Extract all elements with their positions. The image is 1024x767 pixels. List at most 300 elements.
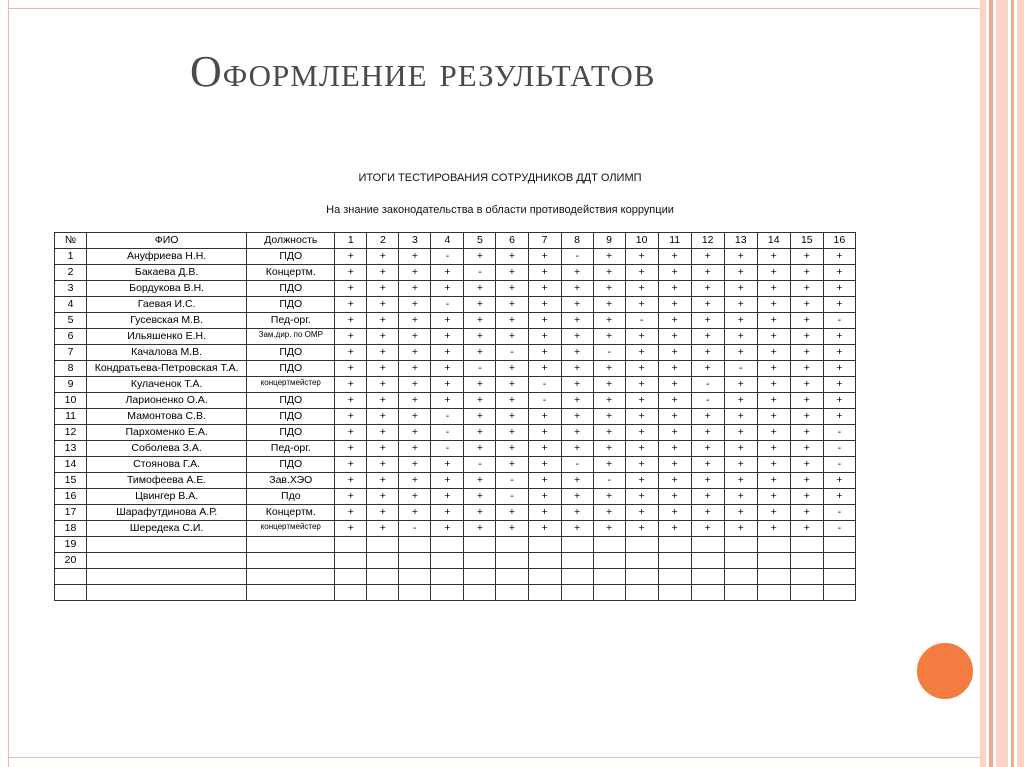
answer-mark: +	[593, 249, 625, 265]
answer-mark: +	[757, 281, 790, 297]
table-row	[55, 345, 856, 361]
employee-position-text: концертмейстер	[260, 378, 321, 387]
employee-position	[247, 537, 335, 553]
answer-mark: +	[724, 425, 757, 441]
answer-mark: +	[335, 457, 367, 473]
answer-mark	[464, 553, 496, 569]
answer-mark: -	[464, 265, 496, 281]
table-row	[55, 473, 856, 489]
row-number: 10	[55, 393, 87, 409]
answer-mark: +	[464, 393, 496, 409]
answer-mark: -	[691, 393, 724, 409]
row-number	[55, 585, 87, 601]
answer-mark: +	[724, 313, 757, 329]
answer-mark: +	[335, 393, 367, 409]
answer-mark: +	[335, 489, 367, 505]
employee-position-text: Зам.дир. по ОМР	[258, 330, 323, 339]
answer-mark: -	[625, 313, 658, 329]
answer-mark: +	[625, 521, 658, 537]
employee-name: Пархоменко Е.А.	[87, 425, 247, 441]
answer-mark	[625, 537, 658, 553]
answer-mark: +	[528, 457, 561, 473]
answer-mark: +	[464, 329, 496, 345]
answer-mark	[757, 585, 790, 601]
answer-mark: +	[757, 521, 790, 537]
answer-mark: +	[658, 441, 691, 457]
answer-mark: +	[625, 345, 658, 361]
employee-position: Концертм.	[247, 505, 335, 521]
answer-mark: +	[593, 265, 625, 281]
answer-mark: +	[790, 425, 823, 441]
answer-mark: +	[335, 473, 367, 489]
answer-mark: +	[399, 409, 431, 425]
employee-name	[87, 585, 247, 601]
answer-mark	[593, 537, 625, 553]
answer-mark: +	[464, 345, 496, 361]
answer-mark: +	[431, 281, 464, 297]
row-number: 14	[55, 457, 87, 473]
answer-mark: +	[691, 457, 724, 473]
employee-position	[247, 585, 335, 601]
table-row	[55, 377, 856, 393]
answer-mark: +	[625, 329, 658, 345]
answer-mark: +	[823, 297, 855, 313]
answer-mark	[757, 569, 790, 585]
answer-mark: +	[561, 361, 593, 377]
answer-mark	[528, 585, 561, 601]
answer-mark: +	[823, 329, 855, 345]
header-cell: 11	[658, 233, 691, 249]
answer-mark	[691, 537, 724, 553]
answer-mark: +	[625, 281, 658, 297]
answer-mark: +	[724, 329, 757, 345]
answer-mark: +	[823, 249, 855, 265]
answer-mark: +	[757, 329, 790, 345]
answer-mark: +	[399, 505, 431, 521]
answer-mark: +	[367, 457, 399, 473]
answer-mark: -	[431, 441, 464, 457]
employee-name: Кулаченок Т.А.	[87, 377, 247, 393]
answer-mark: +	[593, 489, 625, 505]
answer-mark: -	[431, 409, 464, 425]
answer-mark: +	[399, 425, 431, 441]
answer-mark: +	[496, 249, 528, 265]
answer-mark: +	[367, 489, 399, 505]
table-row	[55, 425, 856, 441]
employee-position: Зав.ХЭО	[247, 473, 335, 489]
answer-mark: +	[691, 281, 724, 297]
answer-mark: -	[593, 345, 625, 361]
answer-mark: -	[561, 249, 593, 265]
answer-mark: +	[335, 265, 367, 281]
employee-name: Гаевая И.С.	[87, 297, 247, 313]
table-row	[55, 265, 856, 281]
decorative-stripes	[980, 0, 1024, 767]
answer-mark	[496, 537, 528, 553]
answer-mark: +	[464, 297, 496, 313]
answer-mark	[724, 569, 757, 585]
answer-mark: +	[528, 297, 561, 313]
answer-mark: +	[593, 297, 625, 313]
answer-mark: +	[528, 489, 561, 505]
table-row	[55, 361, 856, 377]
answer-mark: +	[496, 361, 528, 377]
answer-mark: +	[790, 377, 823, 393]
answer-mark	[496, 569, 528, 585]
answer-mark: +	[335, 505, 367, 521]
answer-mark: +	[757, 265, 790, 281]
answer-mark: +	[528, 409, 561, 425]
table-row	[55, 521, 856, 537]
answer-mark: +	[464, 409, 496, 425]
answer-mark: +	[528, 281, 561, 297]
answer-mark: +	[658, 393, 691, 409]
answer-mark: +	[528, 441, 561, 457]
answer-mark: -	[464, 361, 496, 377]
answer-mark: -	[399, 521, 431, 537]
answer-mark: +	[757, 425, 790, 441]
answer-mark: +	[757, 409, 790, 425]
answer-mark: +	[823, 409, 855, 425]
employee-position: ПДО	[247, 361, 335, 377]
answer-mark	[658, 553, 691, 569]
answer-mark: +	[561, 265, 593, 281]
employee-name: Ильяшенко Е.Н.	[87, 329, 247, 345]
answer-mark: +	[367, 249, 399, 265]
answer-mark: +	[367, 265, 399, 281]
answer-mark: +	[399, 473, 431, 489]
answer-mark: +	[528, 249, 561, 265]
answer-mark: +	[658, 329, 691, 345]
employee-position: Пдо	[247, 489, 335, 505]
answer-mark	[431, 585, 464, 601]
row-number: 12	[55, 425, 87, 441]
answer-mark	[658, 585, 691, 601]
answer-mark: +	[367, 329, 399, 345]
row-number: 7	[55, 345, 87, 361]
table-row	[55, 537, 856, 553]
answer-mark: +	[561, 297, 593, 313]
answer-mark	[625, 553, 658, 569]
row-number: 20	[55, 553, 87, 569]
answer-mark: +	[528, 345, 561, 361]
answer-mark	[724, 585, 757, 601]
answer-mark: +	[464, 377, 496, 393]
answer-mark: +	[335, 409, 367, 425]
answer-mark: +	[464, 313, 496, 329]
answer-mark: +	[790, 489, 823, 505]
answer-mark: +	[757, 505, 790, 521]
answer-mark: -	[593, 473, 625, 489]
answer-mark: +	[593, 505, 625, 521]
header-cell: Должность	[247, 233, 335, 249]
answer-mark: +	[367, 505, 399, 521]
answer-mark: -	[528, 393, 561, 409]
answer-mark: +	[367, 281, 399, 297]
answer-mark: +	[367, 377, 399, 393]
answer-mark: +	[464, 505, 496, 521]
answer-mark: +	[593, 441, 625, 457]
answer-mark	[367, 537, 399, 553]
answer-mark: +	[790, 521, 823, 537]
answer-mark: +	[757, 361, 790, 377]
answer-mark: +	[561, 393, 593, 409]
answer-mark: +	[724, 441, 757, 457]
employee-position: ПДО	[247, 297, 335, 313]
answer-mark: +	[399, 441, 431, 457]
answer-mark: +	[399, 281, 431, 297]
table-subcaption: На знание законодательства в области противодействия коррупции	[326, 204, 674, 216]
answer-mark	[528, 569, 561, 585]
answer-mark: +	[399, 265, 431, 281]
answer-mark: +	[724, 489, 757, 505]
answer-mark	[691, 585, 724, 601]
answer-mark: +	[724, 505, 757, 521]
answer-mark: +	[724, 345, 757, 361]
answer-mark	[335, 553, 367, 569]
answer-mark	[335, 569, 367, 585]
answer-mark: +	[528, 505, 561, 521]
answer-mark	[464, 537, 496, 553]
answer-mark	[724, 537, 757, 553]
answer-mark: +	[625, 425, 658, 441]
employee-position: ПДО	[247, 457, 335, 473]
answer-mark: +	[658, 345, 691, 361]
header-cell: 16	[823, 233, 855, 249]
answer-mark: +	[658, 265, 691, 281]
answer-mark: +	[399, 329, 431, 345]
table-row	[55, 457, 856, 473]
answer-mark	[593, 569, 625, 585]
employee-position	[247, 377, 335, 393]
answer-mark: +	[757, 313, 790, 329]
answer-mark: +	[658, 409, 691, 425]
answer-mark: +	[335, 249, 367, 265]
employee-name: Ануфриева Н.Н.	[87, 249, 247, 265]
answer-mark: -	[823, 521, 855, 537]
answer-mark: +	[790, 441, 823, 457]
answer-mark: +	[625, 361, 658, 377]
answer-mark	[691, 569, 724, 585]
answer-mark: +	[790, 457, 823, 473]
answer-mark	[561, 569, 593, 585]
row-number: 17	[55, 505, 87, 521]
answer-mark: +	[431, 329, 464, 345]
answer-mark: -	[528, 377, 561, 393]
answer-mark: +	[335, 521, 367, 537]
answer-mark: +	[431, 521, 464, 537]
answer-mark: +	[496, 393, 528, 409]
table-header-row	[55, 233, 856, 249]
row-number: 2	[55, 265, 87, 281]
answer-mark	[561, 585, 593, 601]
answer-mark: +	[757, 489, 790, 505]
answer-mark: +	[528, 265, 561, 281]
employee-position: ПДО	[247, 249, 335, 265]
header-cell: 12	[691, 233, 724, 249]
answer-mark	[790, 553, 823, 569]
answer-mark: +	[757, 457, 790, 473]
row-number: 8	[55, 361, 87, 377]
employee-position: Пед-орг.	[247, 441, 335, 457]
answer-mark: -	[496, 489, 528, 505]
header-cell: ФИО	[87, 233, 247, 249]
answer-mark: +	[561, 441, 593, 457]
answer-mark: +	[823, 265, 855, 281]
answer-mark: +	[496, 297, 528, 313]
answer-mark: +	[496, 281, 528, 297]
answer-mark: +	[335, 329, 367, 345]
header-cell: 15	[790, 233, 823, 249]
answer-mark	[399, 537, 431, 553]
answer-mark: +	[823, 345, 855, 361]
answer-mark: +	[593, 521, 625, 537]
answer-mark: +	[528, 329, 561, 345]
answer-mark: -	[691, 377, 724, 393]
answer-mark	[464, 569, 496, 585]
employee-position: Концертм.	[247, 265, 335, 281]
answer-mark: +	[823, 473, 855, 489]
answer-mark: +	[561, 521, 593, 537]
answer-mark: +	[399, 361, 431, 377]
row-number: 19	[55, 537, 87, 553]
answer-mark: +	[658, 361, 691, 377]
employee-position: ПДО	[247, 393, 335, 409]
answer-mark: +	[658, 281, 691, 297]
answer-mark: +	[658, 521, 691, 537]
answer-mark: +	[496, 329, 528, 345]
answer-mark: +	[823, 281, 855, 297]
answer-mark: +	[790, 265, 823, 281]
employee-position: ПДО	[247, 409, 335, 425]
table-row	[55, 489, 856, 505]
answer-mark: +	[528, 425, 561, 441]
answer-mark: +	[790, 393, 823, 409]
table-caption: ИТОГИ ТЕСТИРОВАНИЯ СОТРУДНИКОВ ДДТ ОЛИМП	[358, 172, 642, 184]
answer-mark: -	[823, 425, 855, 441]
answer-mark: -	[464, 457, 496, 473]
answer-mark: +	[399, 489, 431, 505]
answer-mark: +	[335, 441, 367, 457]
answer-mark	[561, 553, 593, 569]
answer-mark: +	[431, 265, 464, 281]
employee-name: Гусевская М.В.	[87, 313, 247, 329]
results-table	[54, 232, 856, 601]
answer-mark: +	[625, 441, 658, 457]
answer-mark: +	[561, 505, 593, 521]
row-number	[55, 569, 87, 585]
header-cell: 2	[367, 233, 399, 249]
answer-mark	[823, 553, 855, 569]
answer-mark	[724, 553, 757, 569]
answer-mark: +	[658, 249, 691, 265]
answer-mark: +	[399, 457, 431, 473]
answer-mark	[431, 569, 464, 585]
answer-mark: +	[528, 361, 561, 377]
answer-mark: +	[625, 265, 658, 281]
answer-mark: +	[367, 521, 399, 537]
header-cell: 1	[335, 233, 367, 249]
answer-mark: +	[561, 329, 593, 345]
answer-mark: +	[625, 393, 658, 409]
answer-mark: +	[691, 361, 724, 377]
answer-mark: +	[367, 393, 399, 409]
answer-mark: +	[464, 489, 496, 505]
employee-position	[247, 329, 335, 345]
answer-mark	[790, 569, 823, 585]
answer-mark: +	[431, 361, 464, 377]
answer-mark: +	[593, 329, 625, 345]
answer-mark: +	[561, 489, 593, 505]
employee-name: Бордукова В.Н.	[87, 281, 247, 297]
answer-mark	[593, 553, 625, 569]
table-row	[55, 249, 856, 265]
answer-mark: +	[593, 313, 625, 329]
answer-mark: +	[367, 345, 399, 361]
answer-mark: +	[464, 441, 496, 457]
slide-frame-left	[8, 0, 9, 767]
employee-name: Стоянова Г.А.	[87, 457, 247, 473]
table-row	[55, 409, 856, 425]
answer-mark	[335, 585, 367, 601]
answer-mark: +	[790, 249, 823, 265]
answer-mark	[367, 553, 399, 569]
header-cell: 13	[724, 233, 757, 249]
answer-mark: +	[658, 377, 691, 393]
answer-mark: +	[658, 297, 691, 313]
row-number: 9	[55, 377, 87, 393]
answer-mark: +	[367, 297, 399, 313]
answer-mark: +	[431, 473, 464, 489]
header-cell: 10	[625, 233, 658, 249]
answer-mark: +	[658, 457, 691, 473]
answer-mark	[790, 585, 823, 601]
answer-mark: -	[431, 297, 464, 313]
answer-mark: +	[593, 281, 625, 297]
answer-mark: -	[724, 361, 757, 377]
answer-mark: +	[335, 425, 367, 441]
answer-mark: +	[464, 281, 496, 297]
answer-mark	[625, 569, 658, 585]
slide-frame-top	[8, 0, 980, 9]
slide-title: Оформление результатов	[190, 47, 656, 96]
answer-mark: +	[724, 297, 757, 313]
answer-mark: +	[658, 425, 691, 441]
answer-mark	[691, 553, 724, 569]
answer-mark: +	[658, 505, 691, 521]
answer-mark: +	[790, 345, 823, 361]
answer-mark: +	[691, 313, 724, 329]
header-cell: 9	[593, 233, 625, 249]
answer-mark: +	[431, 489, 464, 505]
answer-mark: +	[691, 441, 724, 457]
employee-position-text: концертмейстер	[260, 522, 321, 531]
answer-mark: +	[464, 473, 496, 489]
answer-mark	[399, 585, 431, 601]
answer-mark: +	[367, 425, 399, 441]
answer-mark: +	[691, 249, 724, 265]
answer-mark: +	[593, 425, 625, 441]
answer-mark: +	[496, 425, 528, 441]
answer-mark: +	[790, 361, 823, 377]
answer-mark: +	[335, 297, 367, 313]
table-row	[55, 297, 856, 313]
answer-mark: +	[625, 249, 658, 265]
answer-mark: +	[691, 329, 724, 345]
answer-mark: +	[593, 457, 625, 473]
answer-mark: +	[431, 457, 464, 473]
answer-mark: +	[757, 345, 790, 361]
